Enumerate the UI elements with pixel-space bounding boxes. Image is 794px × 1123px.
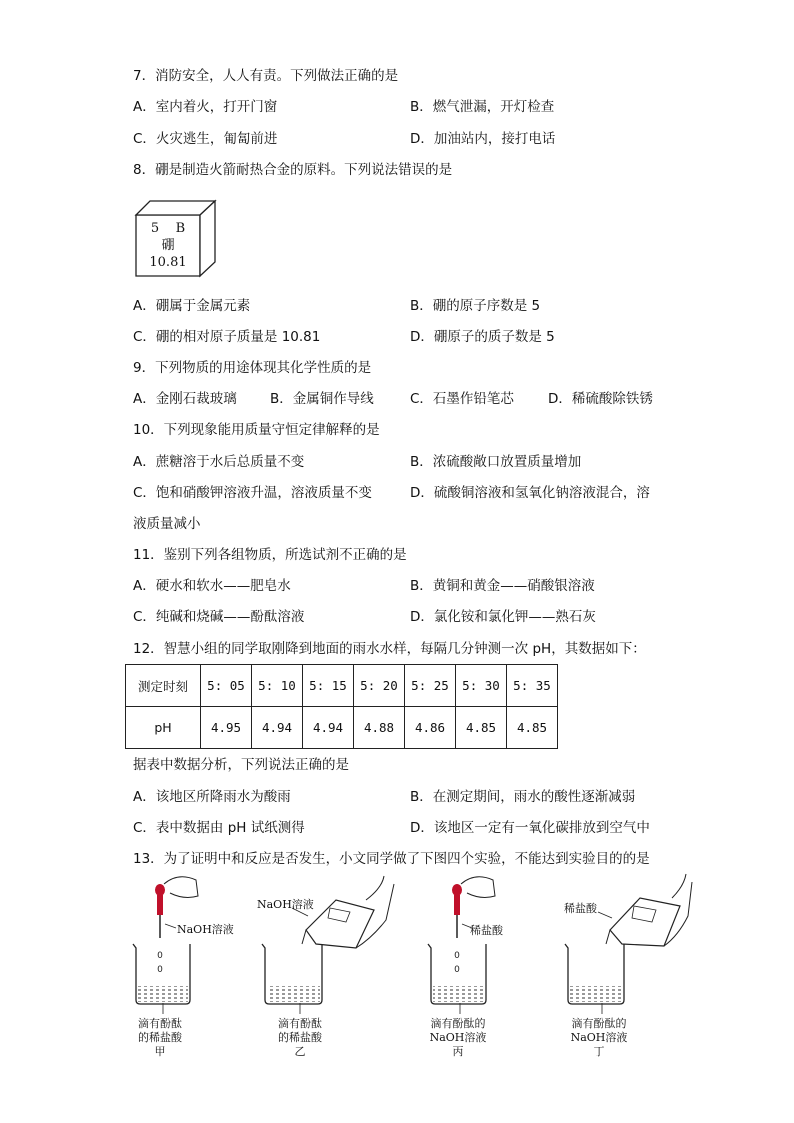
experiment-yi-caption — [268, 1017, 332, 1059]
experiment-bing-reagent: 稀盐酸 — [470, 924, 503, 937]
q7-stem: 7．消防安全，人人有责。下列做法正确的是 — [133, 68, 399, 84]
table-cell: 5: 10 — [252, 665, 303, 707]
table-cell: 5: 30 — [456, 665, 507, 707]
q11-stem: 11．鉴别下列各组物质，所选试剂不正确的是 — [133, 547, 407, 563]
q10-option-d[interactable]: D．硫酸铜溶液和氢氧化钠溶液混合，溶 — [410, 485, 650, 501]
caption-line: 滴有酚酞 — [138, 1017, 182, 1030]
table-cell: 5: 05 — [201, 665, 252, 707]
table-cell: 4.94 — [252, 707, 303, 749]
experiment-ding-caption — [561, 1017, 637, 1059]
caption-line: NaOH溶液 — [570, 1031, 628, 1044]
q8-option-b[interactable]: B．硼的原子序数是 5 — [410, 298, 541, 314]
svg-text:0: 0 — [157, 951, 163, 961]
experiment-name: 甲 — [154, 1045, 166, 1058]
q12-option-c[interactable]: C．表中数据由 pH 试纸测得 — [133, 820, 305, 836]
table-cell: 5: 35 — [507, 665, 558, 707]
atomic-mass: 10.81 — [149, 255, 187, 270]
q10-option-b[interactable]: B．浓硫酸敞口放置质量增加 — [410, 454, 582, 470]
q12-option-a[interactable]: A．该地区所降雨水为酸雨 — [133, 789, 291, 805]
experiment-jia-beaker — [133, 944, 190, 1014]
table-cell: 4.85 — [456, 707, 507, 749]
q9-option-b[interactable]: B．金属铜作导线 — [270, 391, 374, 407]
q11-option-d[interactable]: D．氯化铵和氯化钾——熟石灰 — [410, 609, 596, 625]
q12-stem: 12．智慧小组的同学取刚降到地面的雨水水样，每隔几分钟测一次 pH，其数据如下： — [133, 641, 646, 657]
table-cell: 4.85 — [507, 707, 558, 749]
pouring-beaker-icon — [598, 874, 692, 946]
pouring-beaker-icon — [292, 876, 394, 948]
caption-line: 滴有酚酞 — [278, 1017, 322, 1030]
experiment-ding-reagent: 稀盐酸 — [564, 902, 597, 915]
q7-option-c[interactable]: C．火灾逃生，匍匐前进 — [133, 131, 278, 147]
caption-line: 的稀盐酸 — [278, 1031, 322, 1044]
experiment-yi-reagent: NaOH溶液 — [257, 898, 314, 911]
q9-option-c[interactable]: C．石墨作铅笔芯 — [410, 391, 514, 407]
element-name: 硼 — [161, 238, 175, 253]
experiment-bing-caption — [421, 1017, 495, 1059]
table-cell: 4.86 — [405, 707, 456, 749]
table-cell: 5: 25 — [405, 665, 456, 707]
experiment-yi-beaker — [262, 944, 322, 1014]
table-cell: 5: 20 — [354, 665, 405, 707]
q7-option-b[interactable]: B．燃气泄漏，开灯检查 — [410, 99, 555, 115]
atomic-number: 5 — [150, 221, 160, 236]
q8-option-a[interactable]: A．硼属于金属元素 — [133, 298, 251, 314]
q9-option-d[interactable]: D．稀硫酸除铁锈 — [548, 391, 653, 407]
table-cell: 4.88 — [354, 707, 405, 749]
caption-line: 滴有酚酞的 — [430, 1017, 486, 1030]
table-cell: 5: 15 — [303, 665, 354, 707]
caption-line: NaOH溶液 — [429, 1031, 487, 1044]
experiment-name: 乙 — [294, 1045, 306, 1058]
experiment-jia-reagent: NaOH溶液 — [177, 923, 234, 936]
experiment-name: 丁 — [593, 1045, 605, 1058]
experiment-jia-caption — [128, 1017, 192, 1059]
caption-line: 滴有酚酞的 — [571, 1017, 627, 1030]
q11-option-b[interactable]: B．黄铜和黄金——硝酸银溶液 — [410, 578, 595, 594]
q11-option-c[interactable]: C．纯碱和烧碱——酚酞溶液 — [133, 609, 305, 625]
experiment-name: 丙 — [452, 1045, 464, 1058]
q8-stem: 8．硼是制造火箭耐热合金的原料。下列说法错误的是 — [133, 162, 453, 178]
q8-option-c[interactable]: C．硼的相对原子质量是 10.81 — [133, 329, 321, 345]
q12-option-d[interactable]: D．该地区一定有一氧化碳排放到空气中 — [410, 820, 650, 836]
element-symbol: B — [175, 221, 186, 236]
q10-stem: 10．下列现象能用质量守恒定律解释的是 — [133, 422, 380, 438]
q9-stem: 9．下列物质的用途体现其化学性质的是 — [133, 360, 372, 376]
q7-option-d[interactable]: D．加油站内，接打电话 — [410, 131, 556, 147]
q12-option-b[interactable]: B．在测定期间，雨水的酸性逐渐减弱 — [410, 789, 636, 805]
svg-text:0: 0 — [157, 965, 163, 975]
table-cell: 4.95 — [201, 707, 252, 749]
table-header-ph: pH — [126, 707, 201, 749]
table-cell: 4.94 — [303, 707, 354, 749]
experiment-ding-beaker — [565, 944, 624, 1014]
q9-option-a[interactable]: A．金刚石裁玻璃 — [133, 391, 237, 407]
table-header-time: 测定时刻 — [126, 665, 201, 707]
q10-option-c[interactable]: C．饱和硝酸钾溶液升温，溶液质量不变 — [133, 485, 372, 501]
experiment-bing-beaker — [428, 944, 486, 1014]
q13-stem: 13．为了证明中和反应是否发生，小文同学做了下图四个实验，不能达到实验目的的是 — [133, 851, 650, 867]
q12-followup: 据表中数据分析，下列说法正确的是 — [133, 757, 349, 773]
q10-option-a[interactable]: A．蔗糖溶于水后总质量不变 — [133, 454, 305, 470]
svg-text:0: 0 — [454, 965, 460, 975]
q8-option-d[interactable]: D．硼原子的质子数是 5 — [410, 329, 555, 345]
svg-text:0: 0 — [454, 951, 460, 961]
caption-line: 的稀盐酸 — [138, 1031, 182, 1044]
q10-option-d-continued: 液质量减小 — [133, 516, 201, 532]
q11-option-a[interactable]: A．硬水和软水——肥皂水 — [133, 578, 291, 594]
q7-option-a[interactable]: A．室内着火，打开门窗 — [133, 99, 278, 115]
